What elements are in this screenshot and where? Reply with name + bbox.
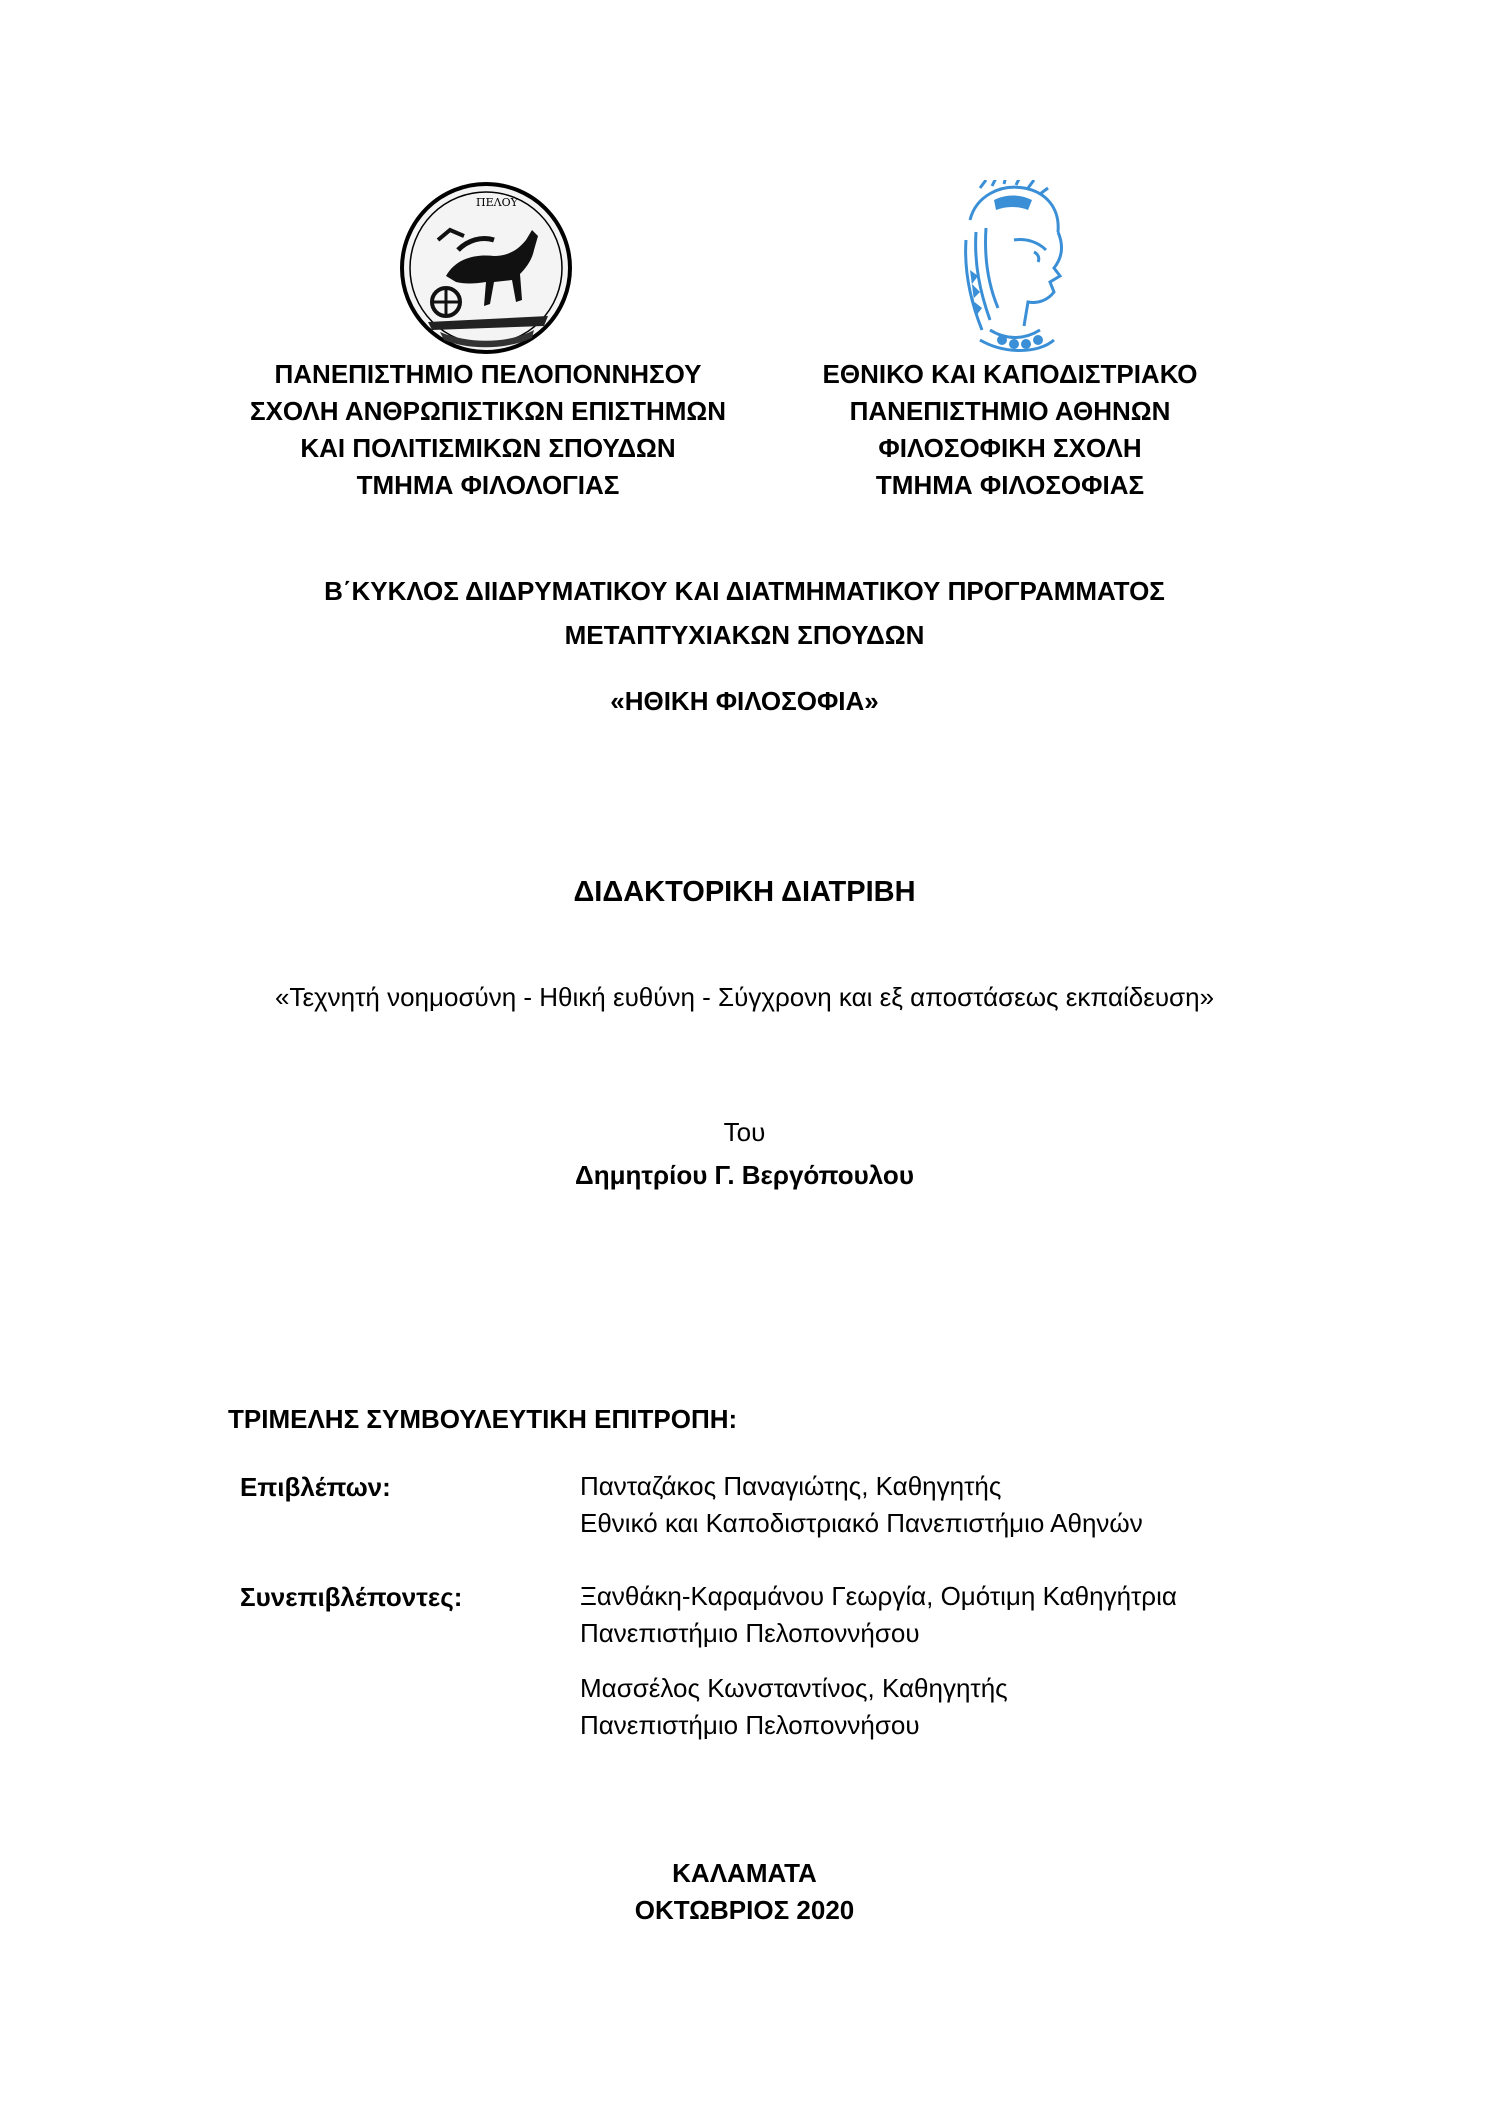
author-name: Δημητρίου Γ. Βεργόπουλου	[575, 1160, 914, 1190]
right-institution-line: ΦΙΛΟΣΟΦΙΚΗ ΣΧΟΛΗ	[878, 433, 1142, 463]
member-institution: Εθνικό και Καποδιστριακό Πανεπιστήμιο Αθηνών	[580, 1508, 1143, 1538]
right-institution-line: ΠΑΝΕΠΙΣΤΗΜΙΟ ΑΘΗΝΩΝ	[849, 396, 1171, 426]
program-name: «ΗΘΙΚΗ ΦΙΛΟΣΟΦΙΑ»	[610, 686, 879, 716]
committee-title: ΤΡΙΜΕΛΗΣ ΣΥΜΒΟΥΛΕΥΤΙΚΗ ΕΠΙΤΡΟΠΗ:	[228, 1404, 738, 1434]
thesis-type: ΔΙΔΑΚΤΟΡΙΚΗ ΔΙΑΤΡΙΒΗ	[573, 876, 916, 908]
date: ΟΚΤΩΒΡΙΟΣ 2020	[634, 1895, 855, 1925]
left-institution-line: ΣΧΟΛΗ ΑΝΘΡΩΠΙΣΤΙΚΩΝ ΕΠΙΣΤΗΜΩΝ	[249, 396, 727, 426]
member-name: Πανταζάκος Παναγιώτης, Καθηγητής	[580, 1471, 1002, 1501]
thesis-title: «Τεχνητή νοημοσύνη - Ηθική ευθύνη - Σύγχρονη και εξ αποστάσεως εκπαίδευση»	[274, 982, 1215, 1012]
left-institution-block	[208, 356, 768, 504]
left-institution-line: ΚΑΙ ΠΟΛΙΤΙΣΜΙΚΩΝ ΣΠΟΥΔΩΝ	[300, 433, 676, 463]
peloponnese-coin-seal-icon	[398, 180, 574, 356]
member-name: Μασσέλος Κωνσταντίνος, Καθηγητής	[580, 1673, 1008, 1703]
left-institution-line: ΤΜΗΜΑ ΦΙΛΟΛΟΓΙΑΣ	[356, 470, 620, 500]
program-line-2: ΜΕΤΑΠΤΥΧΙΑΚΩΝ ΣΠΟΥΔΩΝ	[564, 620, 925, 650]
program-line-1: Β΄ΚΥΚΛΟΣ ΔΙΙΔΡΥΜΑΤΙΚΟΥ ΚΑΙ ΔΙΑΤΜΗΜΑΤΙΚΟΥ ΠΡΟΓΡΑΜΜΑΤΟΣ	[324, 576, 1165, 606]
seal-inscription: ΠΕΛΟΥ	[476, 196, 518, 209]
supervisor-label: Επιβλέπων:	[240, 1472, 391, 1502]
right-institution-block	[730, 356, 1290, 504]
cosupervisor-entry	[580, 1670, 1008, 1744]
left-institution-line: ΠΑΝΕΠΙΣΤΗΜΙΟ ΠΕΛΟΠΟΝΝΗΣΟΥ	[274, 359, 702, 389]
cosupervisor-entry	[580, 1578, 1177, 1652]
city: ΚΑΛΑΜΑΤΑ	[672, 1858, 817, 1888]
by-label: Του	[723, 1117, 766, 1147]
supervisor-entry	[580, 1468, 1143, 1542]
member-name: Ξανθάκη-Καραμάνου Γεωργία, Ομότιμη Καθηγήτρια	[580, 1581, 1177, 1611]
cosupervisors-label: Συνεπιβλέποντες:	[240, 1582, 463, 1612]
right-institution-line: ΕΘΝΙΚΟ ΚΑΙ ΚΑΠΟΔΙΣΤΡΙΑΚΟ	[822, 359, 1198, 389]
right-institution-line: ΤΜΗΜΑ ΦΙΛΟΣΟΦΙΑΣ	[875, 470, 1145, 500]
member-institution: Πανεπιστήμιο Πελοποννήσου	[580, 1710, 920, 1740]
member-institution: Πανεπιστήμιο Πελοποννήσου	[580, 1618, 920, 1648]
athena-head-seal-icon	[950, 180, 1072, 360]
